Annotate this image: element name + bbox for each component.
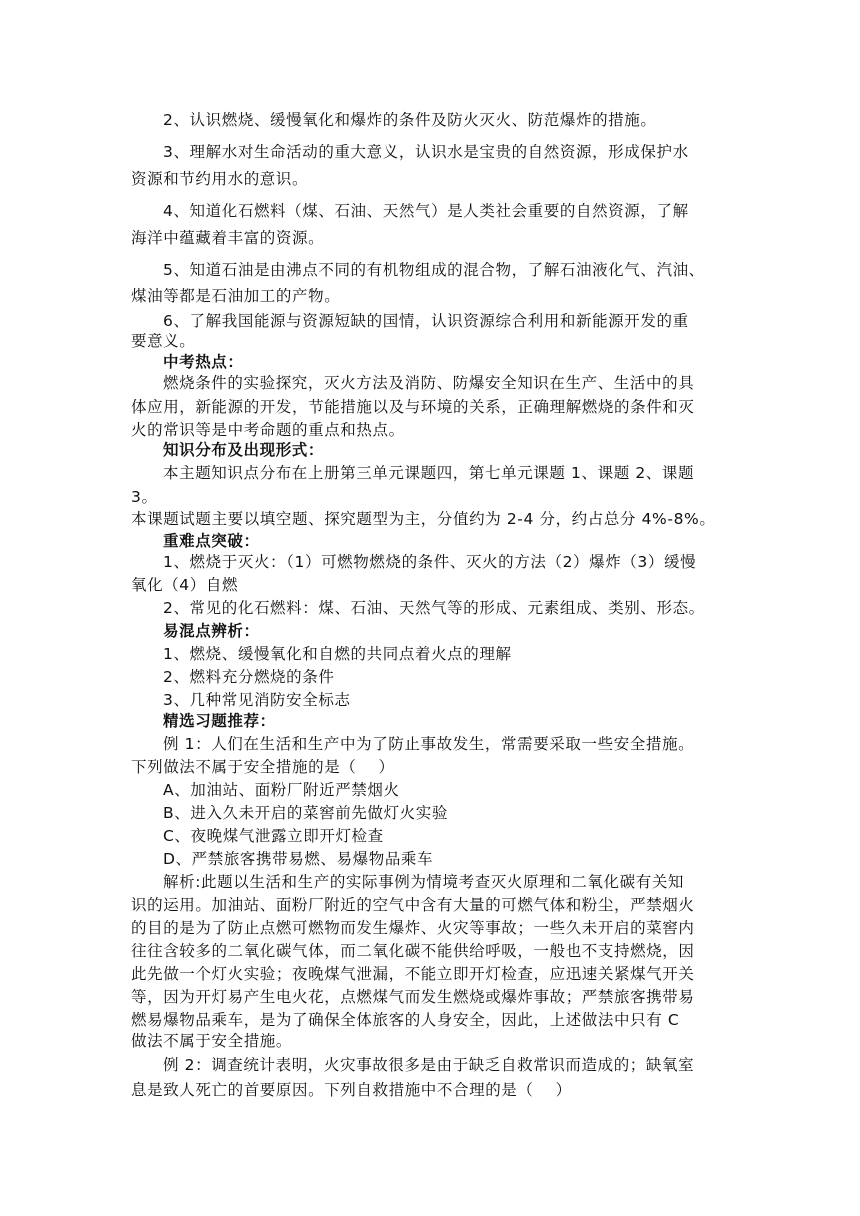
text-line: 3、几种常见消防安全标志 (163, 691, 351, 709)
answer-option: A、加油站、面粉厂附近严禁烟火 (163, 781, 400, 799)
answer-option: B、进入久未开启的菜窖前先做灯火实验 (163, 804, 448, 822)
text-line: 下列做法不属于安全措施的是（ ） (131, 758, 395, 776)
text-line: 火的常识等是中考命题的重点和热点。 (131, 421, 405, 439)
text-line: 海洋中蕴藏着丰富的资源。 (131, 229, 325, 247)
section-heading: 知识分布及出现形式： (163, 441, 325, 459)
text-line: 2、燃料充分燃烧的条件 (163, 668, 335, 686)
text-line: 1、燃烧于灭火：（1）可燃物燃烧的条件、灭火的方法（2）爆炸（3）缓慢 (163, 553, 697, 571)
text-line: 煤油等都是石油加工的产物。 (131, 287, 341, 305)
text-line: 资源和节约用水的意识。 (131, 170, 309, 188)
text-line: 燃易爆物品乘车，是为了确保全体旅客的人身安全，因此，上述做法中只有 C (131, 1011, 680, 1029)
text-line: 3。 (131, 488, 158, 506)
text-line: 3、理解水对生命活动的重大意义，认识水是宝贵的自然资源，形成保护水 (163, 143, 689, 161)
text-line: 的目的是为了防止点燃可燃物而发生爆炸、火灾等事故；一些久未开启的菜窖内 (131, 919, 695, 937)
text-line: 等，因为开灯易产生电火花，点燃煤气而发生燃烧或爆炸事故；严禁旅客携带易 (131, 988, 695, 1006)
section-heading: 重难点突破： (163, 532, 260, 550)
text-line: 做法不属于安全措施。 (131, 1032, 293, 1050)
text-line: 往往含较多的二氧化碳气体，而二氧化碳不能供给呼吸，一般也不支持燃烧，因 (131, 942, 695, 960)
answer-option: C、夜晚煤气泄露立即开灯检查 (163, 827, 384, 845)
text-line: 例 2：调查统计表明，火灾事故很多是由于缺乏自救常识而造成的；缺氧室 (163, 1056, 695, 1074)
text-line: 燃烧条件的实验探究，灭火方法及消防、防爆安全知识在生产、生活中的具 (163, 374, 695, 392)
text-line: 例 1：人们在生活和生产中为了防止事故发生，常需要采取一些安全措施。 (163, 735, 695, 753)
text-line: 本主题知识点分布在上册第三单元课题四，第七单元课题 1、课题 2、课题 (163, 464, 695, 482)
text-line: 4、知道化石燃料（煤、石油、天然气）是人类社会重要的自然资源，了解 (163, 202, 689, 220)
text-line: 解析:此题以生活和生产的实际事例为情境考查灭火原理和二氧化碳有关知 (163, 873, 685, 891)
text-line: 2、认识燃烧、缓慢氧化和爆炸的条件及防火灭火、防范爆炸的措施。 (163, 111, 657, 129)
text-line: 息是致人死亡的首要原因。下列自救措施中不合理的是（ ） (131, 1081, 572, 1099)
text-line: 5、知道石油是由沸点不同的有机物组成的混合物，了解石油液化气、汽油、 (163, 261, 705, 279)
text-line: 此先做一个灯火实验；夜晚煤气泄漏，不能立即开灯检查，应迅速关紧煤气开关 (131, 965, 695, 983)
section-heading: 易混点辨析： (163, 622, 260, 640)
text-line: 6、了解我国能源与资源短缺的国情，认识资源综合利用和新能源开发的重 (163, 312, 689, 330)
text-line: 氧化（4）自燃 (131, 576, 239, 594)
section-heading: 精选习题推荐： (163, 712, 276, 730)
text-line: 本课题试题主要以填空题、探究题型为主，分值约为 2-4 分，约占总分 4%-8%。 (131, 510, 716, 528)
section-heading: 中考热点： (163, 353, 244, 371)
text-line: 2、常见的化石燃料：煤、石油、天然气等的形成、元素组成、类别、形态。 (163, 599, 705, 617)
text-line: 要意义。 (131, 332, 196, 350)
text-line: 体应用，新能源的开发，节能措施以及与环境的关系，正确理解燃烧的条件和灭 (131, 398, 695, 416)
text-line: 识的运用。加油站、面粉厂附近的空气中含有大量的可燃气体和粉尘，严禁烟火 (131, 896, 695, 914)
text-line: 1、燃烧、缓慢氧化和自燃的共同点着火点的理解 (163, 645, 512, 663)
answer-option: D、严禁旅客携带易燃、易爆物品乘车 (163, 850, 434, 868)
